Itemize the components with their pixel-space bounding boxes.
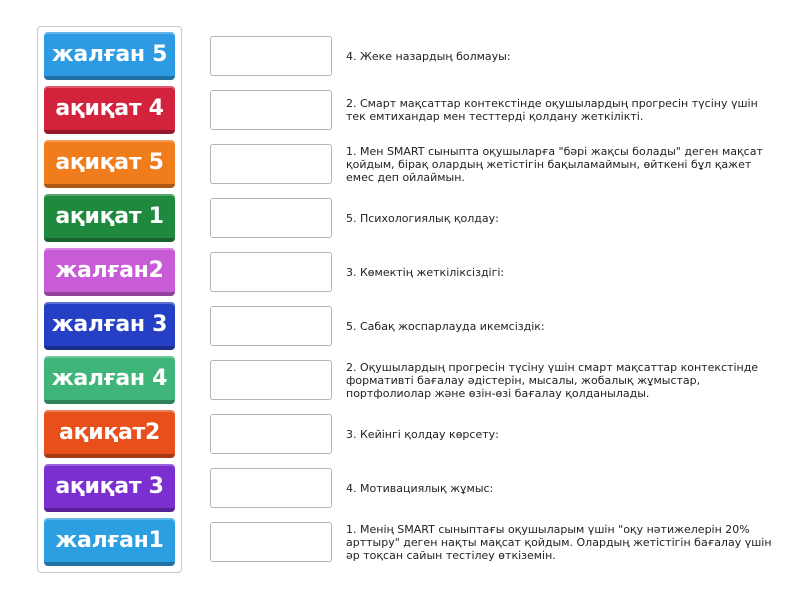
match-row [210,522,780,564]
statement-text: 3. Кейінгі қолдау көрсету: [346,427,499,441]
match-row [210,36,780,78]
match-row [210,144,780,186]
statement-text: 3. Көмектің жеткіліксіздігі: [346,265,505,279]
answer-tile[interactable]: жалған 5 [44,32,175,80]
match-row [210,414,780,456]
statement-text: 5. Сабақ жоспарлауда икемсіздік: [346,319,545,333]
drop-target[interactable] [210,522,332,562]
statement-text: 1. Мен SMART сыныпта оқушыларға "бәрі жақсы болады" деген мақсат қойдым, бірақ олардың жетістігін бақыламаймын, өйткені бұл қажет емес деп ойлаймын. [346,144,763,184]
statement-text: 1. Менің SMART сыныптағы оқушыларым үшін "оқу нәтижелерін 20% арттыру" деген нақты мақсат қойдым. Олардың жетістігін бағалау үшін әр тоқсан сайын тестілеу өткіземін. [346,522,772,562]
answer-tile[interactable]: жалған 4 [44,356,175,404]
drop-target[interactable] [210,36,332,76]
answer-tile[interactable]: жалған2 [44,248,175,296]
drop-target[interactable] [210,198,332,238]
answer-tile[interactable]: ақиқат 3 [44,464,175,512]
match-row [210,198,780,240]
drop-target[interactable] [210,360,332,400]
statement-text: 4. Мотивациялық жұмыс: [346,481,494,495]
answer-tile[interactable]: ақиқат 4 [44,86,175,134]
match-row [210,360,780,402]
drop-target[interactable] [210,306,332,346]
statement-text: 5. Психологиялық қолдау: [346,211,499,225]
statement-text: 2. Смарт мақсаттар контекстінде оқушылардың прогресін түсіну үшін тек емтихандар мен тесттерді қолдану жеткілікті. [346,97,758,123]
answer-tile[interactable]: жалған 3 [44,302,175,350]
drop-target[interactable] [210,90,332,130]
statement-text: 2. Оқушылардың прогресін түсіну үшін смарт мақсаттар контекстінде формативті бағалау әдістерін, мысалы, жобалық жұмыстар, портфолиолар және өзін-өзі бағалау қолданылады. [346,360,759,400]
match-row [210,306,780,348]
match-row [210,468,780,510]
drop-target[interactable] [210,414,332,454]
statement-text: 4. Жеке назардың болмауы: [346,49,511,63]
drop-target[interactable] [210,252,332,292]
drop-target[interactable] [210,468,332,508]
answer-tile[interactable]: ақиқат 5 [44,140,175,188]
answer-tile-panel [37,26,182,573]
answer-tile[interactable]: ақиқат 1 [44,194,175,242]
match-row [210,90,780,132]
drop-target[interactable] [210,144,332,184]
match-row [210,252,780,294]
answer-tile[interactable]: жалған1 [44,518,175,566]
answer-tile[interactable]: ақиқат2 [44,410,175,458]
